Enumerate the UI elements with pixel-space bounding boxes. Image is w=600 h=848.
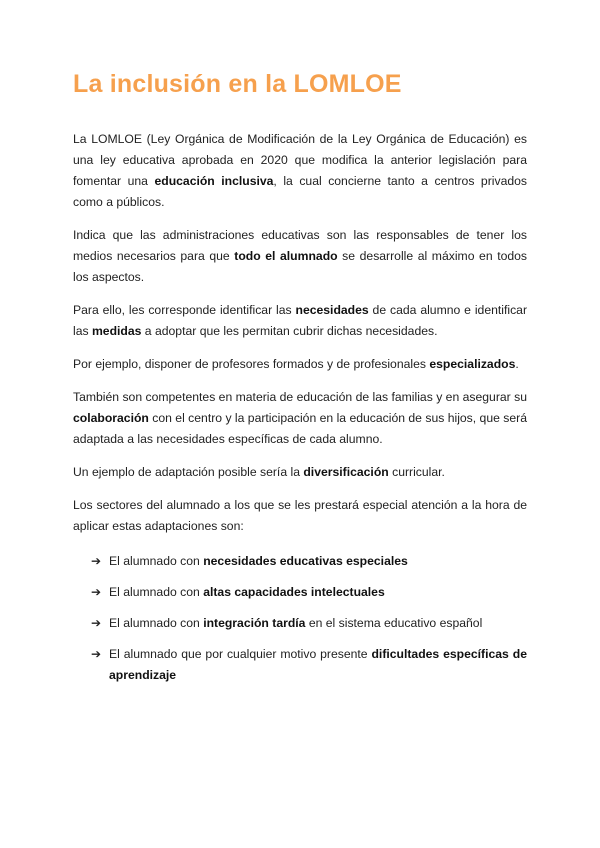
bold-term: altas capacidades intelectuales	[203, 585, 385, 599]
paragraph-example-teachers: Por ejemplo, disponer de profesores formados y de profesionales especializados.	[73, 357, 519, 371]
bold-term: necesidades	[295, 303, 369, 317]
arrow-right-icon: ➔	[91, 616, 102, 630]
arrow-right-icon: ➔	[91, 647, 102, 661]
list-item: ➔ El alumnado con necesidades educativas especiales	[91, 551, 527, 572]
paragraph-intro: La LOMLOE (Ley Orgánica de Modificación de la Ley Orgánica de Educación) es una ley educativa aprobada en 2020 que modifica la anterior legislación para fomentar una educación inclusiva, la cual concierne tanto a centros privados como a públicos.	[73, 132, 528, 209]
bold-term: colaboración	[73, 411, 149, 425]
bold-term: medidas	[91, 324, 142, 338]
bold-term: necesidades educativas especiales	[203, 554, 408, 568]
list-item: ➔ El alumnado con integración tardía en el sistema educativo español	[91, 613, 527, 634]
paragraph-families: También son competentes en materia de educación de las familias y en asegurar su colaboración con el centro y la participación en la educación de sus hijos, que será adaptada a las necesidades específicas de cada alumno.	[73, 390, 527, 446]
list-item: ➔ El alumnado con altas capacidades intelectuales	[91, 582, 527, 603]
bold-term: especializados	[429, 357, 516, 371]
paragraph-sectors: Los sectores del alumnado a los que se les prestará especial atención a la hora de aplicar estas adaptaciones son:	[73, 498, 527, 533]
bold-term: diversificación	[303, 465, 389, 479]
bold-term: educación inclusiva	[154, 174, 274, 188]
paragraph-needs: Para ello, les corresponde identificar las necesidades de cada alumno e identificar las medidas a adoptar que les permitan cubrir dichas necesidades.	[73, 303, 527, 338]
page-title: La inclusión en la LOMLOE	[73, 70, 402, 98]
bold-term: todo el alumnado	[234, 249, 338, 263]
paragraph-administrations: Indica que las administraciones educativas son las responsables de tener los medios necesarios para que todo el alumnado se desarrolle al máximo en todos los aspectos.	[73, 228, 528, 284]
arrow-right-icon: ➔	[91, 585, 102, 599]
sectors-list	[73, 551, 527, 686]
list-item: ➔ El alumnado que por cualquier motivo presente dificultades específicas de aprendizaje	[91, 644, 527, 686]
paragraph-diversification: Un ejemplo de adaptación posible sería la diversificación curricular.	[73, 465, 445, 479]
bold-term: dificultades específicas de aprendizaje	[109, 647, 527, 682]
arrow-right-icon: ➔	[91, 554, 102, 568]
bold-term: integración tardía	[203, 616, 306, 630]
